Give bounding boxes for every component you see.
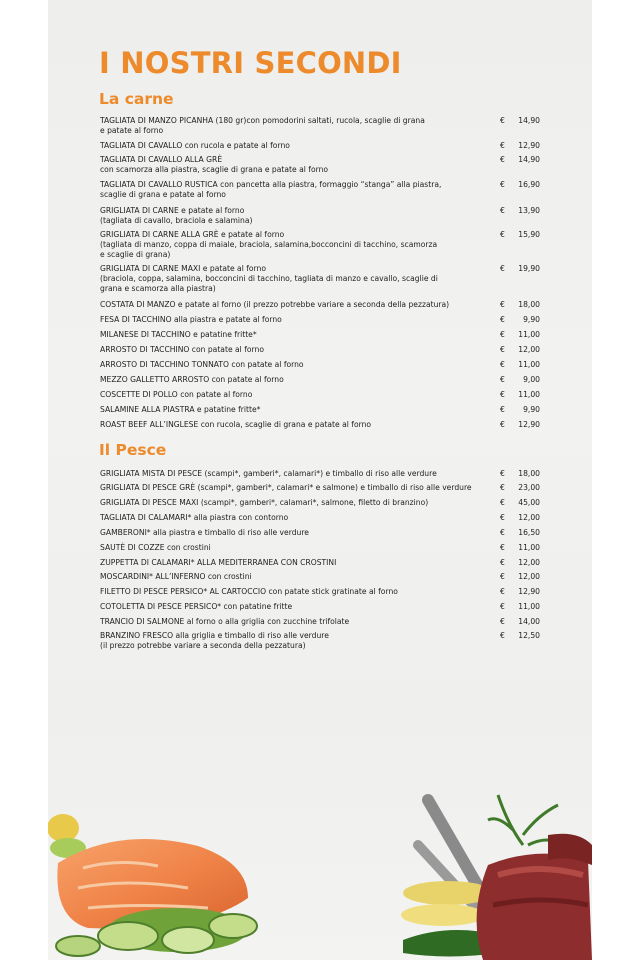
currency-symbol: € xyxy=(500,116,505,125)
menu-item-text: TAGLIATA DI CAVALLO ALLA GRÈ xyxy=(100,155,223,164)
menu-item-price: 13,90 xyxy=(518,206,540,215)
currency-symbol: € xyxy=(500,375,505,384)
currency-symbol: € xyxy=(500,180,505,189)
currency-symbol: € xyxy=(500,345,505,354)
menu-item-text: TAGLIATA DI CALAMARI* alla piastra con contorno xyxy=(100,513,289,522)
menu-item-price: 12,90 xyxy=(518,587,540,596)
currency-symbol: € xyxy=(500,360,505,369)
menu-item-mezzo-galletto-arrosto-con-patate-al-for xyxy=(100,375,540,385)
menu-item-price: 11,00 xyxy=(518,390,540,399)
menu-item-trancio-di-salmone-al-forno-o-alla-grigl xyxy=(100,617,540,627)
menu-item-costata-di-manzo-e-patate-al-forno-il-pr xyxy=(100,300,540,310)
menu-item-price: 14,00 xyxy=(518,617,540,626)
menu-item-price: 12,50 xyxy=(518,631,540,640)
currency-symbol: € xyxy=(500,390,505,399)
section-title-pesce: Il Pesce xyxy=(99,441,167,459)
menu-item-cotoletta-di-pesce-persico-con-patatine- xyxy=(100,602,540,612)
currency-symbol: € xyxy=(500,155,505,164)
menu-item-tagliata-di-cavallo-rustica-con-pancetta xyxy=(100,180,540,200)
menu-item-grigliata-di-carne-e-patate-al-forno xyxy=(100,206,540,226)
page-title: I NOSTRI SECONDI xyxy=(99,46,402,80)
menu-item-tagliata-di-cavallo-alla-gr xyxy=(100,155,540,175)
menu-item-text: MILANESE DI TACCHINO e patatine fritte* xyxy=(100,330,257,339)
menu-item-text: ARROSTO DI TACCHINO con patate al forno xyxy=(100,345,264,354)
menu-item-price: 18,00 xyxy=(518,469,540,478)
menu-item-branzino-fresco-alla-griglia-e-timballo- xyxy=(100,631,540,651)
menu-item-grigliata-di-pesce-maxi-scampi-gamberi-c xyxy=(100,498,540,508)
menu-item-text: grana e scamorza alla piastra) xyxy=(100,284,216,293)
menu-item-text: GRIGLIATA DI CARNE ALLA GRÈ e patate al forno xyxy=(100,230,285,239)
menu-item-text: TAGLIATA DI CAVALLO RUSTICA con pancetta alla piastra, formaggio “stanga” alla piastra, xyxy=(100,180,442,189)
menu-item-text: con scamorza alla piastra, scaglie di grana e patate al forno xyxy=(100,165,329,174)
currency-symbol: € xyxy=(500,498,505,507)
menu-item-price: 12,00 xyxy=(518,513,540,522)
menu-item-text: scaglie di grana e patate al forno xyxy=(100,190,226,199)
menu-item-text: FILETTO DI PESCE PERSICO* AL CARTOCCIO con patate stick gratinate al forno xyxy=(100,587,398,596)
menu-item-text: MOSCARDINI* ALL’INFERNO con crostini xyxy=(100,572,252,581)
menu-item-text: SAUTÈ DI COZZE con crostini xyxy=(100,543,211,552)
menu-item-grigliata-di-carne-alla-gr-e-patate-al-f xyxy=(100,230,540,260)
currency-symbol: € xyxy=(500,330,505,339)
menu-item-price: 14,90 xyxy=(518,116,540,125)
menu-item-text: GAMBERONI* alla piastra e timballo di riso alle verdure xyxy=(100,528,309,537)
menu-item-text: FESA DI TACCHINO alla piastra e patate al forno xyxy=(100,315,282,324)
menu-item-price: 45,00 xyxy=(518,498,540,507)
menu-item-price: 12,00 xyxy=(518,558,540,567)
menu-item-text: BRANZINO FRESCO alla griglia e timballo di riso alle verdure xyxy=(100,631,329,640)
menu-item-coscette-di-pollo-con-patate-al-forno xyxy=(100,390,540,400)
menu-item-grigliata-di-carne-maxi-e-patate-al-forn xyxy=(100,264,540,294)
menu-item-price: 12,00 xyxy=(518,572,540,581)
salmon-dish-photo xyxy=(48,808,268,960)
menu-item-price: 16,50 xyxy=(518,528,540,537)
currency-symbol: € xyxy=(500,602,505,611)
menu-item-text: GRIGLIATA DI CARNE MAXI e patate al forno xyxy=(100,264,266,273)
currency-symbol: € xyxy=(500,513,505,522)
menu-item-fesa-di-tacchino-alla-piastra-e-patate-a xyxy=(100,315,540,325)
menu-item-price: 11,00 xyxy=(518,602,540,611)
menu-item-zuppetta-di-calamari-alla-mediterranea-c xyxy=(100,558,540,568)
menu-item-text: ARROSTO DI TACCHINO TONNATO con patate al forno xyxy=(100,360,304,369)
menu-item-gamberoni-alla-piastra-e-timballo-di-ris xyxy=(100,528,540,538)
menu-item-text: MEZZO GALLETTO ARROSTO con patate al forno xyxy=(100,375,284,384)
lamb-meat-photo xyxy=(348,775,592,960)
currency-symbol: € xyxy=(500,469,505,478)
menu-item-text: GRIGLIATA DI CARNE e patate al forno xyxy=(100,206,245,215)
menu-item-text: (il prezzo potrebbe variare a seconda della pezzatura) xyxy=(100,641,306,650)
menu-item-price: 12,90 xyxy=(518,141,540,150)
menu-item-arrosto-di-tacchino-tonnato-con-patate-a xyxy=(100,360,540,370)
menu-item-price: 9,90 xyxy=(523,405,540,414)
menu-item-text: TRANCIO DI SALMONE al forno o alla griglia con zucchine trifolate xyxy=(100,617,350,626)
menu-item-grigliata-mista-di-pesce-scampi-gamberi- xyxy=(100,469,540,479)
menu-item-arrosto-di-tacchino-con-patate-al-forno xyxy=(100,345,540,355)
menu-item-text: TAGLIATA DI MANZO PICANHA (180 gr)con pomodorini saltati, rucola, scaglie di grana xyxy=(100,116,425,125)
currency-symbol: € xyxy=(500,230,505,239)
currency-symbol: € xyxy=(500,420,505,429)
currency-symbol: € xyxy=(500,315,505,324)
currency-symbol: € xyxy=(500,543,505,552)
currency-symbol: € xyxy=(500,206,505,215)
menu-item-text: ZUPPETTA DI CALAMARI* ALLA MEDITERRANEA CON CROSTINI xyxy=(100,558,337,567)
menu-item-text: GRIGLIATA DI PESCE GRÈ (scampi*, gamberi*, calamari* e salmone) e timballo di riso alle verdure xyxy=(100,483,472,492)
menu-item-filetto-di-pesce-persico-al-cartoccio-co xyxy=(100,587,540,597)
menu-item-grigliata-di-pesce-gr-scampi-gamberi-cal xyxy=(100,483,540,493)
menu-item-text: COTOLETTA DI PESCE PERSICO* con patatine fritte xyxy=(100,602,293,611)
menu-item-price: 14,90 xyxy=(518,155,540,164)
menu-item-text: ROAST BEEF ALL’INGLESE con rucola, scaglie di grana e patate al forno xyxy=(100,420,372,429)
menu-item-text: e patate al forno xyxy=(100,126,164,135)
menu-item-price: 23,00 xyxy=(518,483,540,492)
menu-item-text: (braciola, coppa, salamina, bocconcini di tacchino, tagliata di manzo e cavallo, scaglie di xyxy=(100,274,438,283)
currency-symbol: € xyxy=(500,558,505,567)
menu-item-price: 12,90 xyxy=(518,420,540,429)
currency-symbol: € xyxy=(500,631,505,640)
currency-symbol: € xyxy=(500,528,505,537)
menu-item-price: 9,00 xyxy=(523,375,540,384)
menu-item-price: 15,90 xyxy=(518,230,540,239)
menu-item-salamine-alla-piastra-e-patatine-fritte xyxy=(100,405,540,415)
menu-item-tagliata-di-cavallo-con-rucola-e-patate- xyxy=(100,141,540,151)
menu-item-price: 16,90 xyxy=(518,180,540,189)
menu-item-milanese-di-tacchino-e-patatine-fritte xyxy=(100,330,540,340)
menu-item-price: 18,00 xyxy=(518,300,540,309)
menu-item-price: 19,90 xyxy=(518,264,540,273)
currency-symbol: € xyxy=(500,587,505,596)
menu-item-text: COSCETTE DI POLLO con patate al forno xyxy=(100,390,253,399)
menu-item-price: 11,00 xyxy=(518,330,540,339)
currency-symbol: € xyxy=(500,300,505,309)
menu-item-price: 11,00 xyxy=(518,543,540,552)
menu-item-text: COSTATA DI MANZO e patate al forno (il prezzo potrebbe variare a seconda della pezzatura) xyxy=(100,300,450,309)
menu-item-text: e scaglie di grana) xyxy=(100,250,171,259)
currency-symbol: € xyxy=(500,141,505,150)
currency-symbol: € xyxy=(500,483,505,492)
menu-item-moscardini-all-inferno-con-crostini xyxy=(100,572,540,582)
menu-item-text: TAGLIATA DI CAVALLO con rucola e patate al forno xyxy=(100,141,290,150)
currency-symbol: € xyxy=(500,405,505,414)
menu-item-text: SALAMINE ALLA PIASTRA e patatine fritte* xyxy=(100,405,261,414)
menu-item-text: GRIGLIATA MISTA DI PESCE (scampi*, gamberi*, calamari*) e timballo di riso alle verdure xyxy=(100,469,437,478)
currency-symbol: € xyxy=(500,617,505,626)
menu-item-tagliata-di-manzo-picanha-180-gr-con-pom xyxy=(100,116,540,136)
section-title-carne: La carne xyxy=(99,90,174,108)
menu-page xyxy=(48,0,592,960)
menu-item-text: GRIGLIATA DI PESCE MAXI (scampi*, gamberi*, calamari*, salmone, filetto di branzino) xyxy=(100,498,429,507)
menu-item-tagliata-di-calamari-alla-piastra-con-co xyxy=(100,513,540,523)
menu-item-roast-beef-all-inglese-con-rucola-scagli xyxy=(100,420,540,430)
menu-item-price: 11,00 xyxy=(518,360,540,369)
menu-item-text: (tagliata di manzo, coppa di maiale, braciola, salamina,bocconcini di tacchino, scamorza xyxy=(100,240,438,249)
menu-item-price: 12,00 xyxy=(518,345,540,354)
menu-item-text: (tagliata di cavallo, braciola e salamina) xyxy=(100,216,253,225)
currency-symbol: € xyxy=(500,572,505,581)
menu-item-price: 9,90 xyxy=(523,315,540,324)
menu-item-saut-di-cozze-con-crostini xyxy=(100,543,540,553)
currency-symbol: € xyxy=(500,264,505,273)
